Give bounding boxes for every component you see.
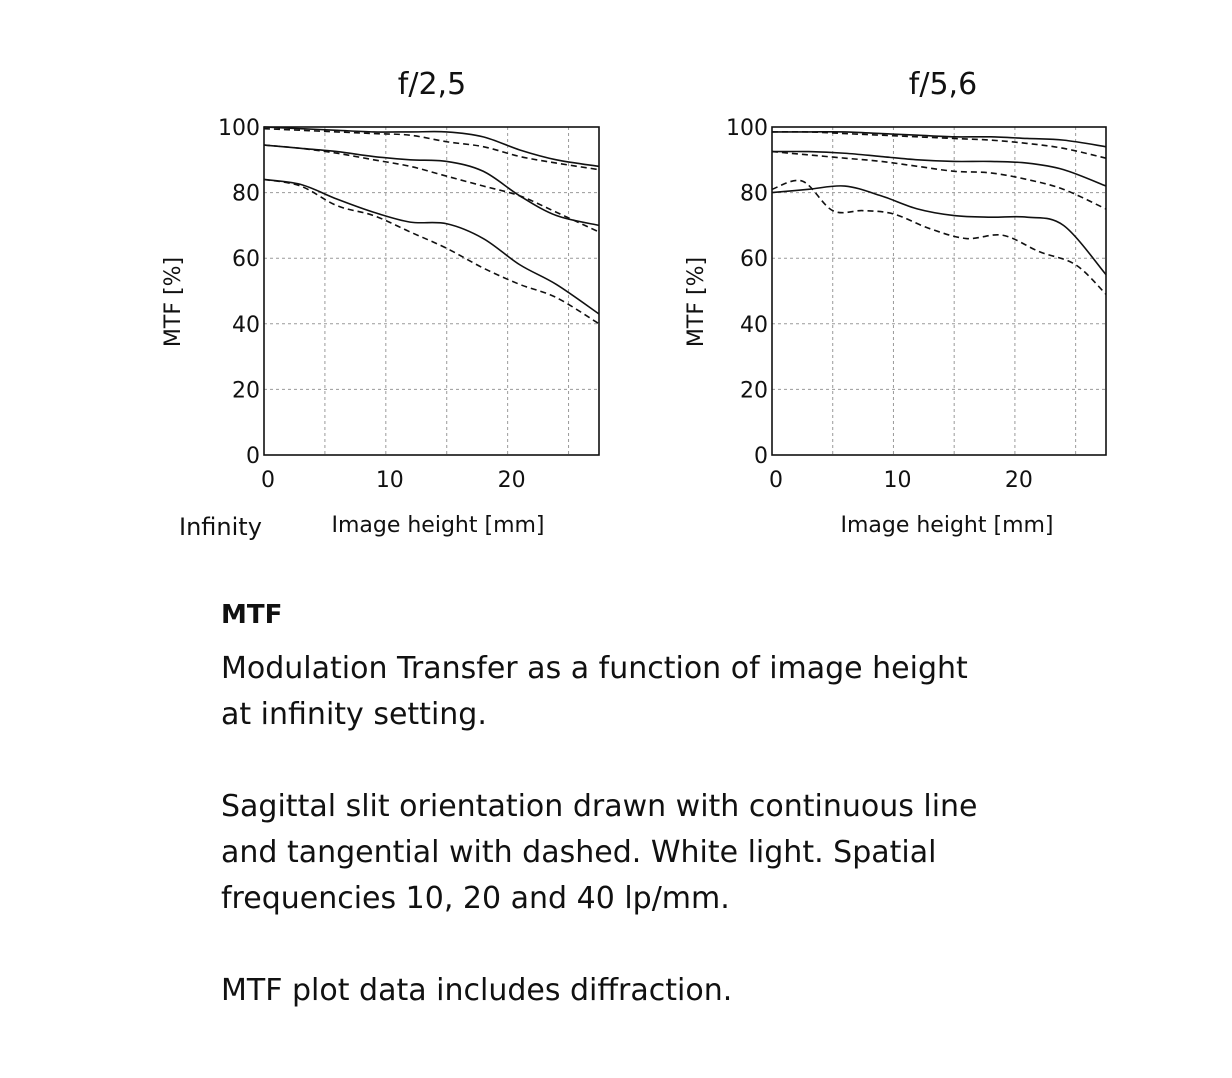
y-tick-label: 100 [726, 116, 768, 141]
description-paragraph-1: Modulation Transfer as a function of image height at infinity setting. [221, 651, 968, 732]
x-tick-label: 10 [375, 468, 404, 493]
plot-frame [264, 127, 599, 455]
plot-frame [772, 127, 1106, 455]
series-line-tangential-6 [772, 180, 1106, 294]
chart-f56 [684, 67, 1106, 538]
y-axis-label: MTF [%] [161, 256, 186, 348]
x-axis-label: Image height [mm] [331, 513, 545, 538]
description-paragraph-3: MTF plot data includes diffraction. [221, 973, 733, 1008]
chart-title: f/5,6 [908, 67, 978, 102]
x-tick-label: 0 [769, 468, 783, 493]
y-tick-label: 80 [740, 181, 768, 207]
y-tick-label: 60 [740, 247, 768, 273]
x-tick-label: 20 [497, 468, 526, 493]
x-tick-label: 10 [883, 468, 912, 493]
series-line-sagittal-1 [772, 132, 1106, 147]
series-line-tangential-6 [264, 179, 599, 323]
x-tick-label: 0 [261, 468, 275, 493]
y-tick-label: 40 [740, 312, 768, 338]
y-axis-label: MTF [%] [684, 256, 709, 348]
section-heading: MTF [221, 600, 283, 630]
infinity-caption: Infinity [179, 513, 262, 541]
series-line-sagittal-3 [264, 145, 599, 225]
y-tick-label: 20 [740, 378, 768, 404]
x-tick-label: 20 [1004, 468, 1033, 493]
y-tick-label: 0 [754, 444, 768, 469]
y-tick-label: 0 [246, 444, 260, 469]
y-tick-label: 80 [232, 181, 260, 207]
chart-title: f/2,5 [397, 67, 467, 102]
x-axis-label: Image height [mm] [840, 513, 1054, 538]
y-tick-label: 20 [232, 378, 260, 404]
y-tick-label: 40 [232, 312, 260, 338]
description-block [221, 600, 981, 1060]
y-tick-label: 100 [218, 116, 260, 141]
series-line-sagittal-5 [772, 186, 1106, 275]
description-paragraph-2: Sagittal slit orientation drawn with continuous line and tangential with dashed. White light. Spatial frequencies 10, 20 and 40 lp/mm. [221, 789, 978, 916]
series-line-sagittal-5 [264, 179, 599, 313]
y-tick-label: 60 [232, 247, 260, 273]
chart-f25 [161, 67, 599, 538]
